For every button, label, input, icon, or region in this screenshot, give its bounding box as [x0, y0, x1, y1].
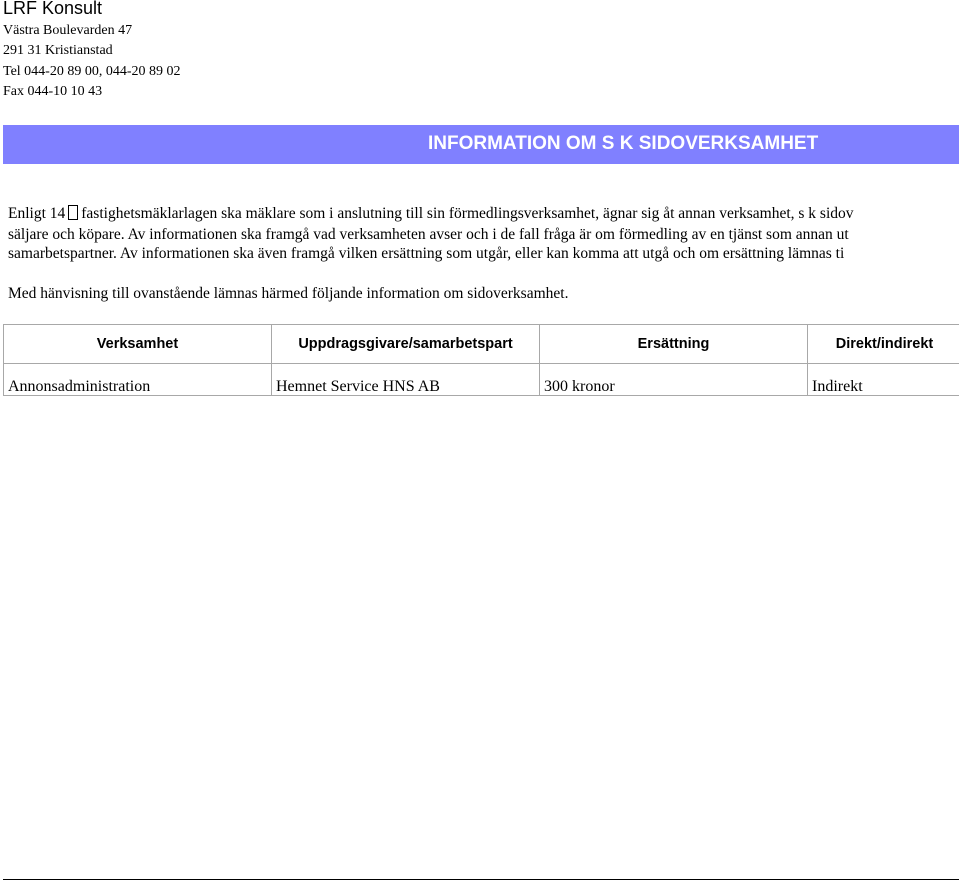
document-title: INFORMATION OM S K SIDOVERKSAMHET — [428, 133, 819, 154]
column-header-direkt-indirekt: Direkt/indirekt — [808, 325, 959, 364]
cell-uppdragsgivare-text: Hemnet Service HNS AB — [276, 378, 440, 395]
cell-verksamhet — [4, 364, 272, 396]
intro-line-3: samarbetspartner. Av informationen ska även framgå vilken ersättning som utgår, eller kan komma att utgå och om ersättning lämnas ti — [8, 245, 845, 262]
intro-line-1-start: Enligt 14 — [8, 205, 66, 222]
cell-ersattning-text: 300 kronor — [544, 378, 615, 395]
company-name: LRF Konsult — [3, 0, 103, 18]
cell-direkt-indirekt — [808, 364, 959, 396]
address-postal: 291 31 Kristianstad — [3, 43, 113, 58]
column-header-uppdragsgivare: Uppdragsgivare/samarbetspart — [272, 325, 540, 364]
reference-line: Med hänvisning till ovanstående lämnas härmed följande information om sidoverksamhet. — [8, 285, 569, 302]
table-row — [4, 364, 959, 396]
cell-verksamhet-text: Annonsadministration — [8, 378, 151, 395]
footer-divider — [3, 879, 959, 880]
cell-uppdragsgivare — [272, 364, 540, 396]
fax-line: Fax 044-10 10 43 — [3, 84, 103, 99]
intro-line-1-end: fastighetsmäklarlagen ska mäklare som i anslutning till sin förmedlingsverksamhet, ägnar sig åt annan verksamhet, s k sidov — [81, 205, 854, 222]
phone-line: Tel 044-20 89 00, 044-20 89 02 — [3, 64, 181, 79]
cell-direkt-indirekt-text: Indirekt — [812, 378, 863, 395]
intro-line-1 — [8, 205, 854, 223]
missing-glyph-icon — [68, 205, 78, 220]
sidoverksamhet-table — [3, 324, 959, 396]
table-header-row — [4, 325, 959, 364]
cell-ersattning — [540, 364, 808, 396]
column-header-verksamhet: Verksamhet — [4, 325, 272, 364]
intro-line-2: säljare och köpare. Av informationen ska framgå vad verksamheten avser och i de fall fråga är om förmedling av en tjänst som annan ut — [8, 226, 849, 243]
address-street: Västra Boulevarden 47 — [3, 23, 133, 38]
column-header-ersattning: Ersättning — [540, 325, 808, 364]
